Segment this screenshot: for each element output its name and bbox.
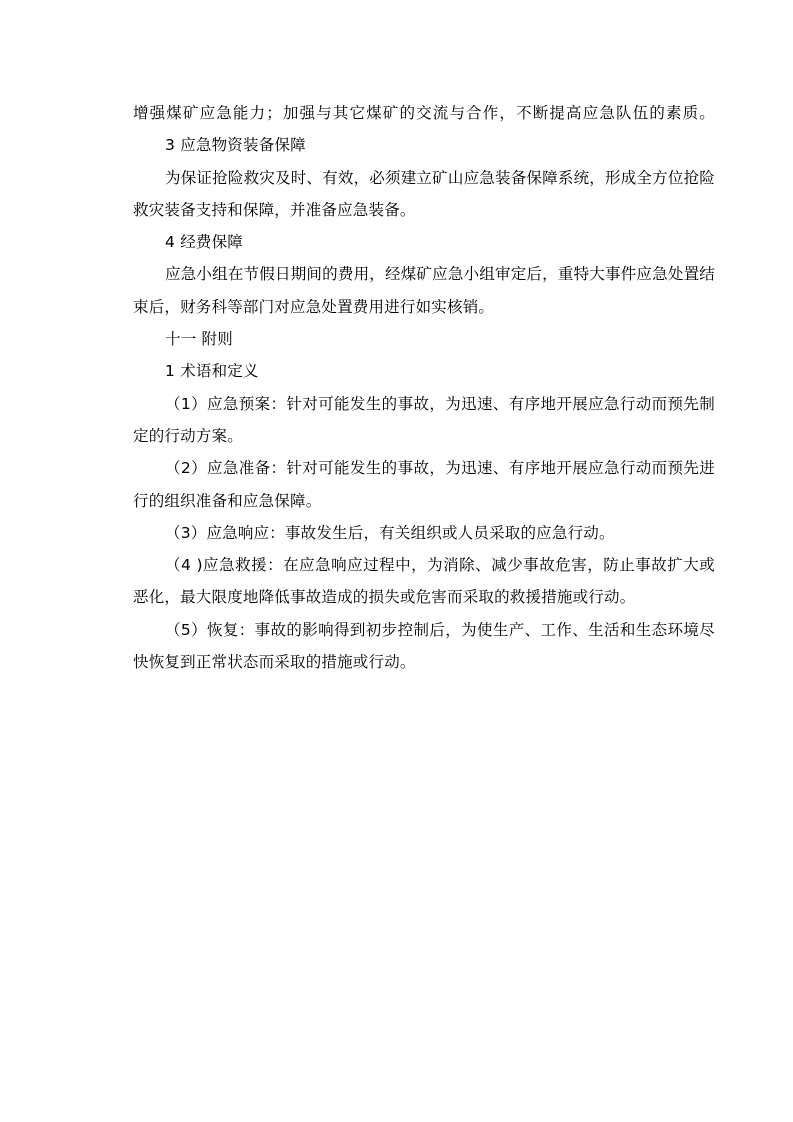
definition-line: 行的组织准备和应急保障。 (133, 491, 322, 510)
paragraph-line: 救灾装备支持和保障，并准备应急装备。 (133, 200, 416, 219)
document-page (133, 97, 715, 678)
section-heading-funding: 4 经费保障 (165, 233, 243, 252)
paragraph-line: 增强煤矿应急能力；加强与其它煤矿的交流与合作，不断提高应急队伍的素质。 (133, 104, 715, 122)
chapter-heading-appendix: 十一 附则 (165, 330, 233, 349)
definition-line: （2）应急准备：针对可能发生的事故，为迅速、有序地开展应急行动而预先进 (165, 459, 715, 478)
definition-line: （3）应急响应：事故发生后，有关组织或人员采取的应急行动。 (165, 523, 615, 542)
definition-line: 快恢复到正常状态而采取的措施或行动。 (133, 653, 416, 672)
paragraph-line: 为保证抢险救灾及时、有效，必须建立矿山应急装备保障系统，形成全方位抢险 (165, 168, 715, 187)
definition-line: 定的行动方案。 (133, 426, 243, 445)
section-heading-terms: 1 术语和定义 (165, 362, 259, 381)
definition-line: （4 )应急救援：在应急响应过程中，为消除、减少事故危害，防止事故扩大或 (165, 556, 715, 575)
paragraph-line: 束后，财务科等部门对应急处置费用进行如实核销。 (133, 297, 495, 316)
definition-line: （1）应急预案：针对可能发生的事故，为迅速、有序地开展应急行动而预先制 (165, 394, 715, 413)
definition-line: 恶化，最大限度地降低事故造成的损失或危害而采取的救援措施或行动。 (133, 588, 636, 607)
section-heading-material-equipment: 3 应急物资装备保障 (165, 136, 306, 155)
definition-line: （5）恢复：事故的影响得到初步控制后，为使生产、工作、生活和生态环境尽 (165, 620, 715, 639)
paragraph-line: 应急小组在节假日期间的费用，经煤矿应急小组审定后，重特大事件应急处置结 (165, 265, 715, 284)
